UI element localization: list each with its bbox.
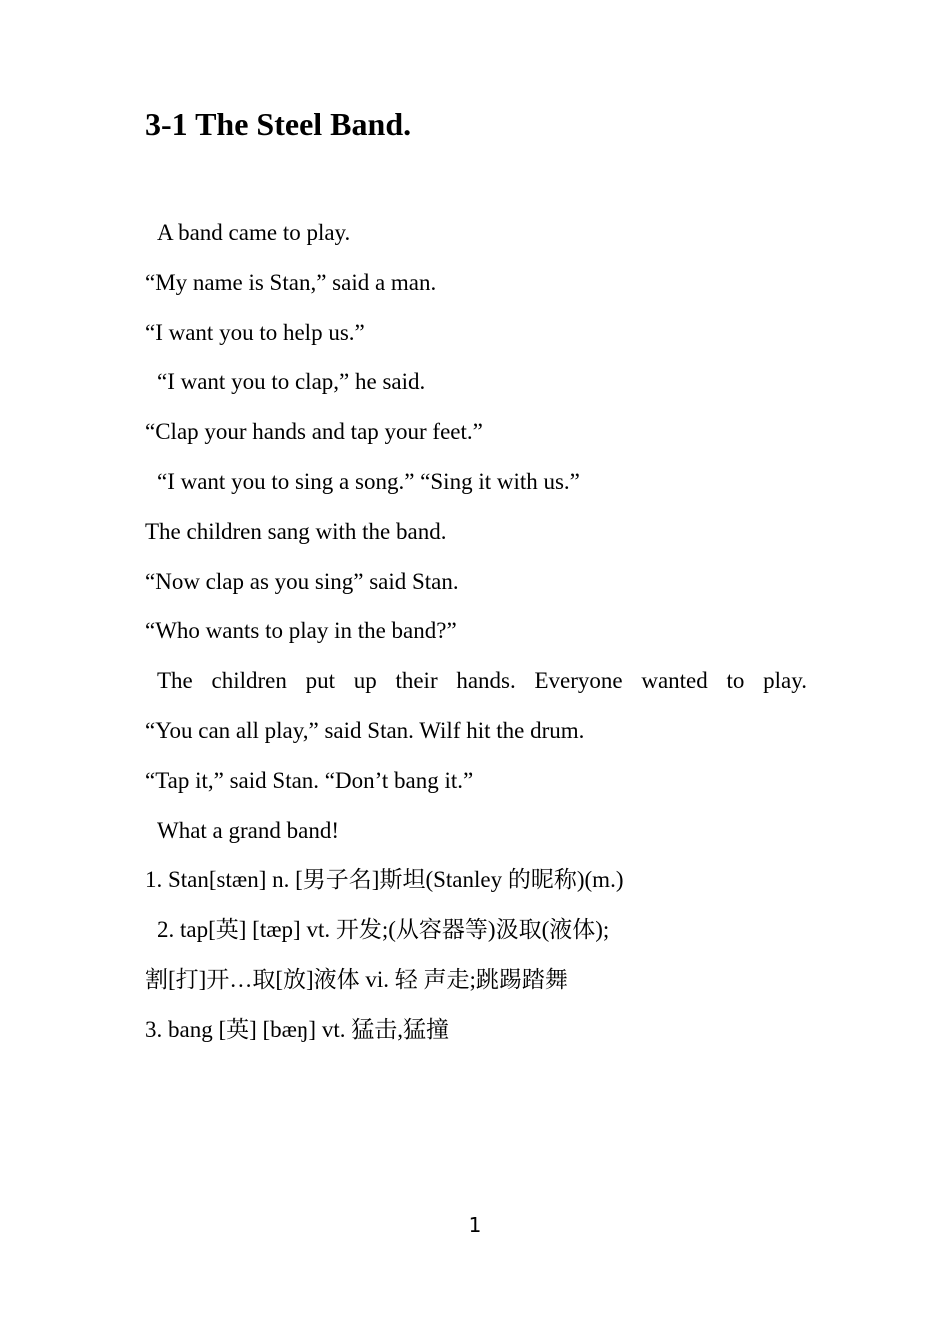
vocabulary-note: 1. Stan[stæn] n. [男子名]斯坦(Stanley 的昵称)(m.) bbox=[145, 867, 624, 893]
story-line: “Clap your hands and tap your feet.” bbox=[145, 419, 483, 445]
vocabulary-note: 3. bang [英] [bæŋ] vt. 猛击,猛撞 bbox=[145, 1016, 449, 1042]
story-line: A band came to play. bbox=[157, 220, 351, 245]
story-line: “I want you to help us.” bbox=[145, 319, 365, 345]
story-line: The children put up their hands. Everyone wanted to play. bbox=[157, 668, 807, 694]
story-line: “You can all play,” said Stan. Wilf hit the drum. bbox=[145, 717, 585, 743]
story-line: “I want you to sing a song.” “Sing it with us.” bbox=[157, 468, 580, 494]
page-number: 1 bbox=[468, 1213, 482, 1237]
story-text bbox=[145, 215, 807, 1062]
story-line: “Now clap as you sing” said Stan. bbox=[145, 568, 459, 594]
story-line: What a grand band! bbox=[157, 817, 340, 843]
story-line: The children sang with the band. bbox=[145, 518, 447, 544]
page-title: 3-1 The Steel Band. bbox=[145, 106, 412, 142]
story-line: “I want you to clap,” he said. bbox=[157, 369, 426, 395]
vocabulary-note: 割[打]开…取[放]液体 vi. 轻 声走;跳踢踏舞 bbox=[145, 966, 568, 992]
vocabulary-note: 2. tap[英] [tæp] vt. 开发;(从容器等)汲取(液体); bbox=[157, 917, 610, 943]
story-line: “My name is Stan,” said a man. bbox=[145, 269, 437, 295]
story-line: “Who wants to play in the band?” bbox=[145, 618, 457, 644]
story-line: “Tap it,” said Stan. “Don’t bang it.” bbox=[145, 767, 474, 793]
